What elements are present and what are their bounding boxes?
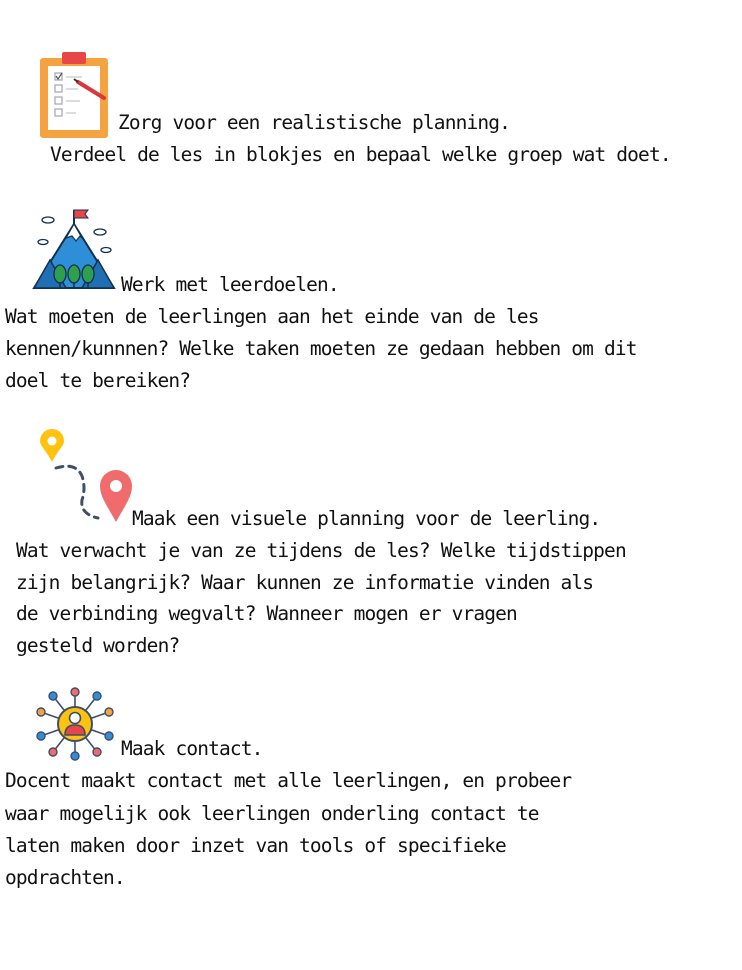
tip-4-line-3: laten maken door inzet van tools of specifieke <box>5 834 506 857</box>
tip-3-line-3: de verbinding wegvalt? Wanneer mogen er vragen <box>16 602 517 625</box>
mountain-flag-icon <box>32 208 116 292</box>
tip-4-heading: Maak contact. <box>121 737 263 760</box>
tip-1-line-1: Verdeel de les in blokjes en bepaal welke groep wat doet. <box>50 143 671 166</box>
tip-3-line-1: Wat verwacht je van ze tijdens de les? Welke tijdstippen <box>16 539 626 562</box>
tip-1-heading: Zorg voor een realistische planning. <box>118 111 511 134</box>
tip-3-heading: Maak een visuele planning voor de leerling. <box>132 507 601 530</box>
tip-2-heading: Werk met leerdoelen. <box>121 273 339 296</box>
clipboard-checklist-icon <box>38 52 113 140</box>
tip-4-line-2: waar mogelijk ook leerlingen onderling contact te <box>5 802 539 825</box>
route-pins-icon <box>36 428 138 526</box>
tip-3-line-4: gesteld worden? <box>16 634 180 657</box>
tip-2-line-1: Wat moeten de leerlingen aan het einde van de les <box>5 305 539 328</box>
tip-4-line-4: opdrachten. <box>5 866 125 889</box>
tip-4-line-1: Docent maakt contact met alle leerlingen, en probeer <box>5 769 572 792</box>
tip-2-line-2: kennen/kunnnen? Welke taken moeten ze gedaan hebben om dit <box>5 337 637 360</box>
tip-2-line-3: doel te bereiken? <box>5 369 191 392</box>
network-person-icon <box>34 686 116 762</box>
tip-3-line-2: zijn belangrijk? Waar kunnen ze informatie vinden als <box>16 571 594 594</box>
